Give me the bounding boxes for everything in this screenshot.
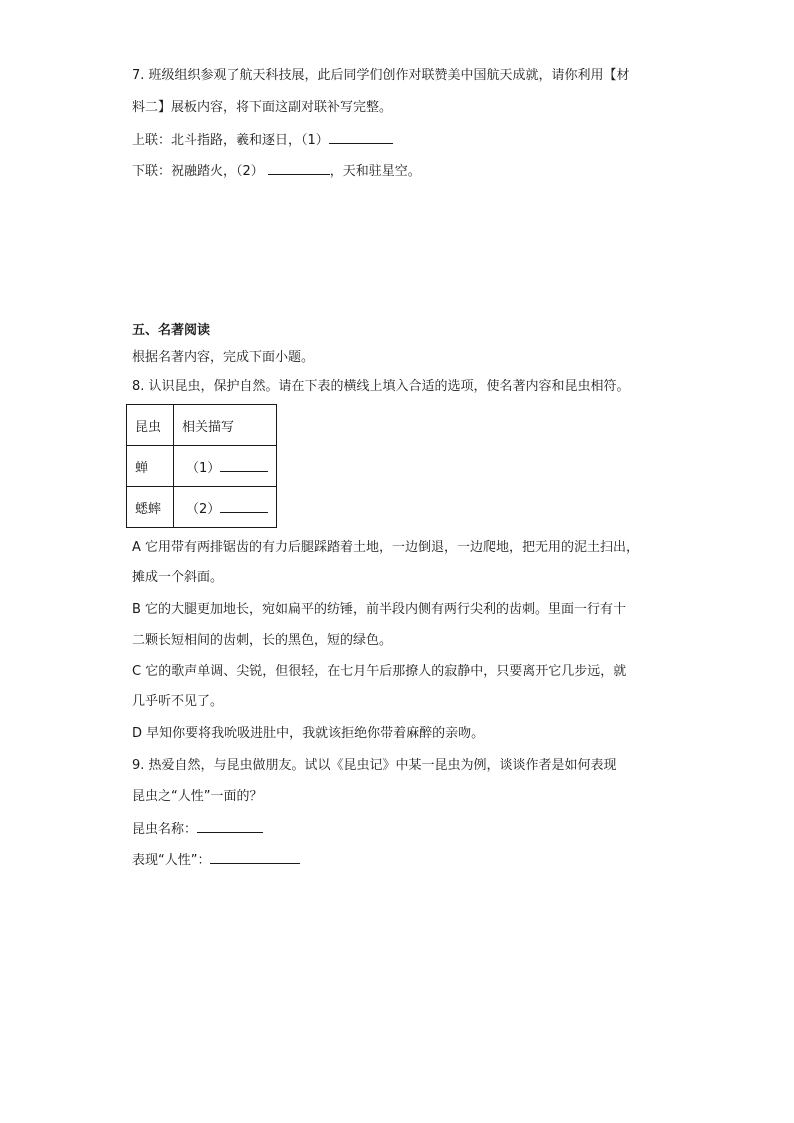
answer-label: （2） — [186, 501, 221, 517]
q7-lower-couplet — [132, 160, 421, 182]
q7-blank-2[interactable] — [268, 160, 330, 175]
q8-blank-2[interactable] — [220, 498, 268, 513]
section5-intro: 根据名著内容，完成下面小题。 — [132, 350, 315, 365]
table-cell-answer — [174, 487, 277, 528]
q8-stem: 8. 认识昆虫，保护自然。请在下表的横线上填入合适的选项，使名著内容和昆虫相符。 — [132, 379, 630, 394]
table-row — [127, 487, 277, 528]
q9-insect-name-blank[interactable] — [197, 818, 263, 833]
option-a-line1: A 它用带有两排锯齿的有力后腿踩踏着土地，一边倒退，一边爬地，把无用的泥土扫出， — [132, 540, 640, 555]
q7-lower-prefix: 下联：祝融踏火，（2） — [132, 164, 264, 179]
table-cell-insect: 蝉 — [127, 446, 174, 487]
option-a-line2: 摊成一个斜面。 — [132, 570, 224, 585]
option-d-line1: D 早知你要将我吮吸进肚中，我就该拒绝你带着麻醉的亲吻。 — [132, 726, 485, 741]
q7-blank-1[interactable] — [329, 129, 393, 144]
table-header-row — [127, 405, 277, 446]
option-c-line2: 几乎听不见了。 — [132, 694, 224, 709]
q9-stem-line2: 昆虫之“人性”一面的？ — [132, 789, 263, 804]
option-b-line1: B 它的大腿更加地长，宛如扁平的纺锤，前半段内侧有两行尖利的齿刺。里面一行有十 — [132, 602, 627, 617]
q7-stem-line2: 料二】展板内容，将下面这副对联补写完整。 — [132, 100, 393, 115]
q8-blank-1[interactable] — [220, 457, 268, 472]
table-cell-insect: 蟋蟀 — [127, 487, 174, 528]
table-header-insect: 昆虫 — [127, 405, 174, 446]
q7-upper-couplet — [132, 129, 393, 151]
table-row — [127, 446, 277, 487]
q9-insect-name-label: 昆虫名称： — [132, 822, 198, 837]
q9-humanity-blank[interactable] — [210, 849, 300, 864]
q9-humanity-label: 表现“人性”： — [132, 853, 211, 868]
table-cell-answer — [174, 446, 277, 487]
q9-humanity-row — [132, 849, 300, 871]
option-b-line2: 二颗长短相间的齿刺，长的黑色，短的绿色。 — [132, 633, 393, 648]
q7-lower-suffix: ，天和驻星空。 — [329, 164, 421, 179]
q9-stem-line1: 9. 热爱自然，与昆虫做朋友。试以《昆虫记》中某一昆虫为例，谈谈作者是如何表现 — [132, 758, 617, 773]
q9-insect-name-row — [132, 818, 263, 840]
q7-stem-line1: 7. 班级组织参观了航天科技展，此后同学们创作对联赞美中国航天成就，请你利用【材 — [132, 68, 630, 83]
insect-table — [126, 404, 277, 528]
section5-heading: 五、名著阅读 — [132, 323, 211, 338]
table-header-description: 相关描写 — [174, 405, 277, 446]
option-c-line1: C 它的歌声单调、尖锐，但很轻，在七月午后那撩人的寂静中，只要离开它几步远，就 — [132, 664, 627, 679]
q7-upper-prefix: 上联：北斗指路，羲和逐日，（1） — [132, 133, 329, 148]
answer-label: （1） — [186, 460, 221, 476]
